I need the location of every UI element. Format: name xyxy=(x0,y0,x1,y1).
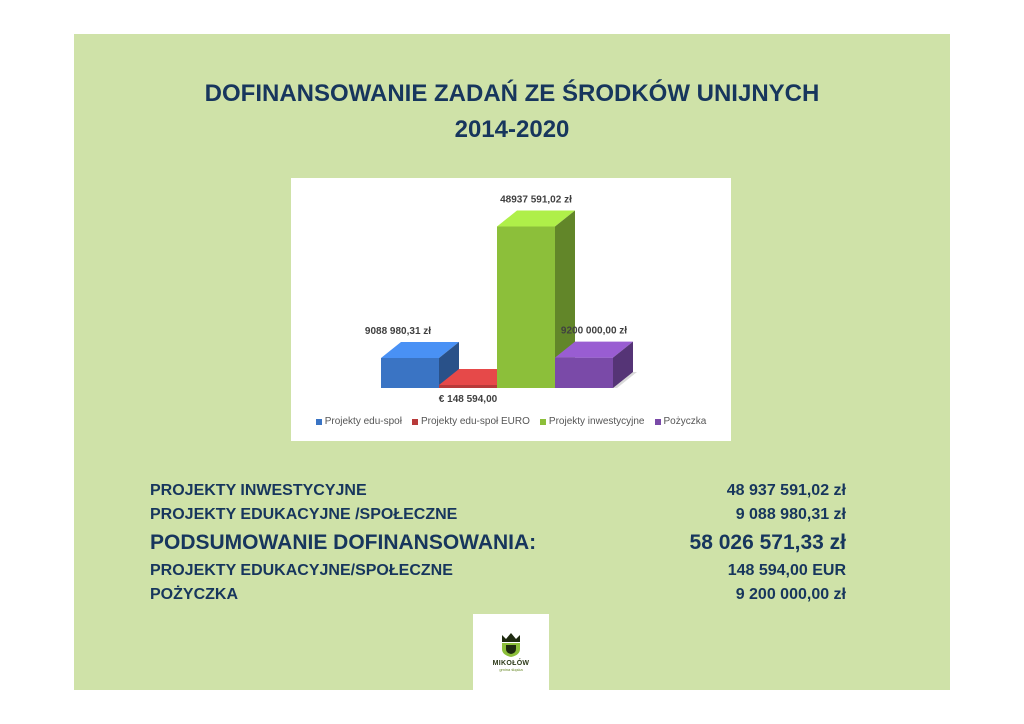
summary-row xyxy=(150,503,846,527)
logo-tagline: gmina śląska xyxy=(499,667,523,672)
funding-chart xyxy=(291,178,731,441)
legend-label: Projekty edu-społ xyxy=(324,416,402,427)
mikolow-logo xyxy=(473,614,549,690)
summary-value: 9 088 980,31 zł xyxy=(735,506,846,523)
legend-label: Pożyczka xyxy=(663,416,707,427)
data-label: 9088 980,31 zł xyxy=(364,326,432,338)
bar-front xyxy=(439,385,497,388)
legend-item xyxy=(316,416,402,427)
page-title: DOFINANSOWANIE ZADAŃ ZE ŚRODKÓW UNIJNYCH xyxy=(204,80,820,107)
summary-value: 9 200 000,00 zł xyxy=(735,586,846,603)
data-label: 9200 000,00 zł xyxy=(560,325,628,337)
summary-label: PROJEKTY EDUKACYJNE /SPOŁECZNE xyxy=(150,506,458,523)
bar-front xyxy=(555,358,613,388)
legend-swatch xyxy=(655,419,661,425)
summary-value: 48 937 591,02 zł xyxy=(726,482,846,499)
chart-canvas xyxy=(291,178,731,441)
bar-front xyxy=(381,358,439,388)
content-panel xyxy=(74,34,950,690)
summary-row xyxy=(150,527,846,559)
chart-legend xyxy=(291,416,731,427)
legend-item xyxy=(655,416,707,427)
bar-front xyxy=(497,227,555,388)
data-label: € 148 594,00 xyxy=(438,394,498,405)
legend-label: Projekty edu-społ EURO xyxy=(420,416,530,427)
summary-label: POŻYCZKA xyxy=(150,586,238,603)
data-label: 48937 591,02 zł xyxy=(500,194,572,206)
logo-name: MIKOŁÓW xyxy=(492,660,530,667)
legend-swatch xyxy=(540,419,546,425)
crown-shield-icon xyxy=(500,632,522,658)
summary-label: PROJEKTY INWESTYCYJNE xyxy=(150,482,367,499)
legend-item xyxy=(540,416,645,427)
summary-label: PODSUMOWANIE DOFINANSOWANIA: xyxy=(150,531,537,554)
legend-swatch xyxy=(412,419,418,425)
summary-value: 58 026 571,33 zł xyxy=(689,531,846,554)
summary-row xyxy=(150,479,846,503)
funding-summary xyxy=(150,479,846,607)
summary-row xyxy=(150,583,846,607)
bar-3 xyxy=(555,342,633,388)
legend-label: Projekty inwestycyjne xyxy=(548,416,645,427)
summary-row xyxy=(150,559,846,583)
summary-label: PROJEKTY EDUKACYJNE/SPOŁECZNE xyxy=(150,562,453,579)
legend-item xyxy=(412,416,530,427)
summary-value: 148 594,00 EUR xyxy=(727,562,846,579)
page-subtitle-years: 2014-2020 xyxy=(454,116,570,143)
legend-swatch xyxy=(316,419,322,425)
